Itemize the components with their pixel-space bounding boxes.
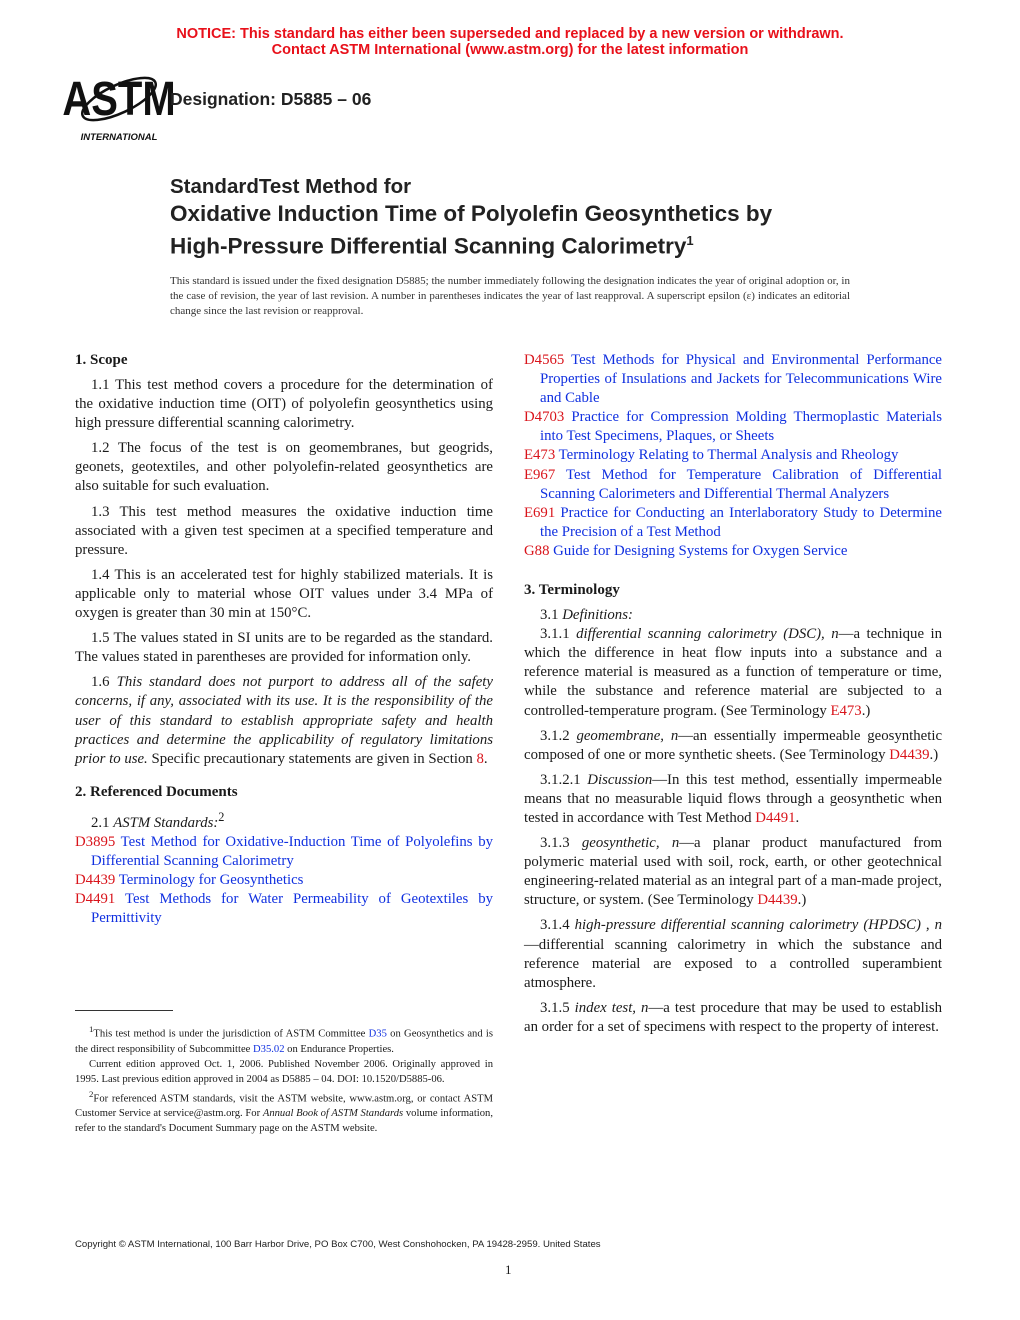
footnote-divider (75, 1010, 173, 1011)
reference-link[interactable]: E691 (524, 504, 556, 521)
withdrawal-notice: NOTICE: This standard has either been superseded and replaced by a new version or withdrawn. Contact ASTM International (www.astm.org) for the latest information (176, 26, 844, 58)
reference-item: D4703 Practice for Compression Molding Thermoplastic Materials into Test Specimens, Plaques, or Sheets (524, 409, 942, 445)
reference-link[interactable]: D4491 (755, 809, 796, 826)
committee-link[interactable]: D35 (368, 1028, 387, 1040)
footnote-1: $^1$This test method is under the jurisdiction of ASTM Committee D35 on Geosynthetics and is the direct responsibility of Subcommittee D35.02 on Endurance Properties. (75, 1024, 493, 1055)
svg-text:INTERNATIONAL: INTERNATIONAL (80, 132, 158, 143)
reference-link[interactable]: D3895 (75, 833, 116, 850)
subcommittee-link[interactable]: D35.02 (253, 1043, 285, 1055)
section-heading-terminology: 3. Terminology (524, 582, 620, 599)
reference-item: E473 Terminology Relating to Thermal Analysis and Rheology (524, 447, 899, 464)
reference-item: D4439 Terminology for Geosynthetics (75, 871, 304, 888)
section-link[interactable]: 8 (476, 750, 484, 767)
paragraph: 1.3 This test method measures the oxidative induction time associated with a given test specimen at a specified temperature and pressure. (75, 503, 493, 558)
reference-link[interactable]: D4491 (75, 891, 116, 908)
reference-link[interactable]: D4439 (889, 746, 930, 763)
paragraph: 1.5 The values stated in SI units are to be regarded as the standard. The values stated in parentheses are provided for information only. (75, 630, 493, 666)
section-heading-referenced-documents: 2. Referenced Documents (75, 783, 238, 800)
section-heading-scope: 1. Scope (75, 352, 128, 368)
svg-text:ASTM: ASTM (62, 72, 176, 126)
reference-link[interactable]: D4565 (524, 352, 565, 368)
reference-link[interactable]: E967 (524, 466, 556, 483)
reference-link[interactable]: G88 (524, 542, 550, 559)
page-number: 1 (505, 1262, 512, 1277)
reference-item: D4491 Test Methods for Water Permeability of Geotextiles by Permittivity (75, 891, 493, 927)
definition: 3.1.2.1 Discussion—In this test method, essentially impermeable means that no measurable liquid flows through a geosynthetic when tested in accordance with Test Method D4491. (524, 771, 942, 826)
paragraph: 1.6 This standard does not purport to address all of the safety concerns, if any, associated with its use. It is the responsibility of the user of this standard to establish appropriate safety and health practices and determine the applicability of regulatory limitations prior to use. Specific precautionary statements are given in Section 8. (75, 674, 493, 767)
reference-item: D3895 Test Method for Oxidative-Induction Time of Polyolefins by Differential Scanning Calorimetry (75, 833, 493, 869)
paragraph: 1.4 This is an accelerated test for highly stabilized materials. It is applicable only to material whose OIT values under 3.4 MPa of oxygen is greater than 30 min at 150°C. (75, 566, 493, 622)
issuance-note: This standard is issued under the fixed designation D5885; the number immediately following the designation indicates the year of original adoption or, in the case of revision, the year of last revision. A number in parentheses indicates the year of last reapproval. A superscript epsilon (ε) indicates an editorial change since the last revision or reapproval. (170, 275, 850, 317)
definition: 3.1.2 geomembrane, n—an essentially impermeable geosynthetic composed of one or more synthetic sheets. (See Terminology D4439.) (524, 727, 943, 763)
right-column (524, 351, 942, 1043)
edition-note: Current edition approved Oct. 1, 2006. Published November 2006. Originally approved in 1995. Last previous edition approved in 2004 as D5885 – 04. DOI: 10.1520/D5885-06. (75, 1058, 493, 1085)
footnote-2: $^2$For referenced ASTM standards, visit the ASTM website, www.astm.org, or contact ASTM Customer Service at service@astm.org. For Annual Book of ASTM Standards volume information, refer to the standard's Document Summary page on the ASTM website. (75, 1088, 493, 1135)
definition: 3.1.3 geosynthetic, n—a planar product manufactured from polymeric material used with soil, rock, earth, or other geotechnical engineering-related material as an integral part of a man-made project, structure, or system. (See Terminology D4439.) (524, 835, 943, 909)
definition: 3.1.5 index test, n—a test procedure that may be used to establish an order for a set of specimens with respect to the property of interest. (524, 999, 943, 1035)
definition: 3.1.1 differential scanning calorimetry (DSC), n—a technique in which the difference in heat flow inputs into a substance and a reference material is measured as a function of temperature or time, while the substance and reference material are subjected to a controlled-temperature program. (See Terminology E473.) (524, 626, 943, 719)
reference-item: E691 Practice for Conducting an Interlaboratory Study to Determine the Precision of a Test Method (524, 504, 942, 540)
subsection-label: 2.1 ASTM Standards:$^2$ (91, 809, 225, 831)
reference-item: D4565 Test Methods for Physical and Environmental Performance Properties of Insulations and Jackets for Telecommunications Wire and Cable (524, 352, 942, 407)
reference-item: E967 Test Method for Temperature Calibration of Differential Scanning Calorimeters and Differential Thermal Analyzers (524, 466, 942, 502)
reference-link[interactable]: D4439 (757, 892, 798, 909)
paragraph: 1.1 This test method covers a procedure for the determination of the oxidative induction time (OIT) of polyolefin geosynthetics using high pressure differential scanning calorimetry. (75, 377, 493, 432)
reference-link[interactable]: D4703 (524, 409, 565, 426)
copyright: Copyright © ASTM International, 100 Barr Harbor Drive, PO Box C700, West Conshohocken, PA 19428-2959. United States (75, 1239, 601, 1250)
astm-logo (62, 68, 176, 144)
reference-link[interactable]: E473 (830, 702, 862, 719)
left-column (75, 351, 493, 928)
reference-link[interactable]: D4439 (75, 871, 116, 888)
footnotes (75, 1022, 493, 1136)
subsection-label: 3.1 Definitions: (540, 607, 633, 624)
definition: 3.1.4 high-pressure differential scanning calorimetry (HPDSC) , n—differential scanning calorimetry in which the substance and reference material are exposed to a controlled superambient atmosphere. (524, 917, 942, 991)
reference-item: G88 Guide for Designing Systems for Oxygen Service (524, 542, 848, 559)
designation: Designation: D5885 – 06 (170, 89, 372, 109)
reference-link[interactable]: E473 (524, 447, 556, 464)
paragraph: 1.2 The focus of the test is on geomembranes, but geogrids, geonets, geotextiles, and other polyolefin-related geosynthetics are also suitable for such evaluation. (75, 440, 493, 495)
document-title: StandardTest Method for Oxidative Induction Time of Polyolefin Geosynthetics by High-Pressure Differential Scanning Calorimetry$^1$ (170, 175, 773, 259)
